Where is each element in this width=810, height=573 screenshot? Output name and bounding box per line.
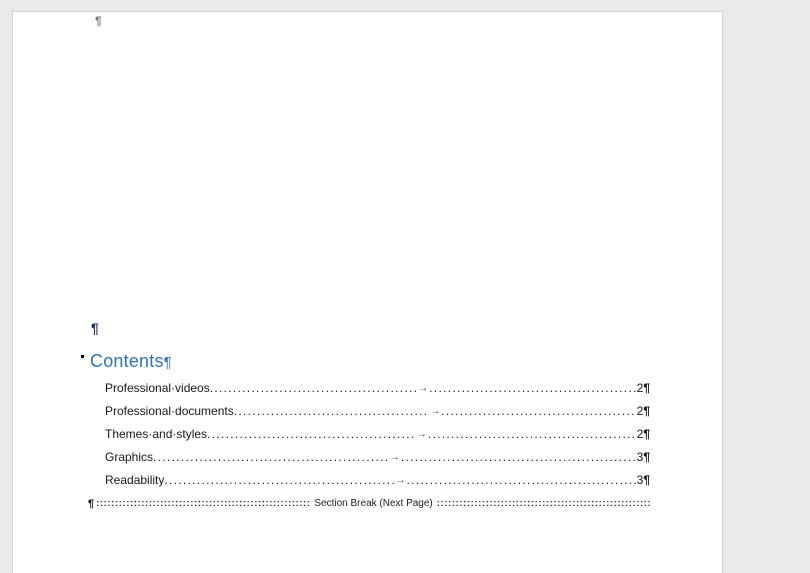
tab-arrow-icon: → bbox=[430, 406, 441, 417]
toc-entry-graphics[interactable] bbox=[105, 446, 650, 469]
toc-entry-themes-and-styles[interactable] bbox=[105, 423, 650, 446]
toc-page-number: 2 bbox=[636, 404, 644, 418]
paragraph-mark: ¶ bbox=[643, 450, 650, 464]
dot-leader bbox=[441, 400, 636, 423]
dot-leader bbox=[428, 423, 637, 446]
dot-leader bbox=[407, 469, 637, 492]
tab-arrow-icon: → bbox=[395, 475, 406, 486]
toc-entry-professional-videos[interactable] bbox=[105, 377, 650, 400]
paragraph-mark-top: ¶ bbox=[95, 14, 102, 28]
contents-heading-text: Contents bbox=[90, 351, 164, 371]
paragraph-mark: ¶ bbox=[643, 381, 650, 395]
dot-leader bbox=[207, 423, 416, 446]
section-break-label: Section Break (Next Page) bbox=[314, 498, 433, 509]
heading-anchor-marker bbox=[81, 355, 84, 358]
dot-leader bbox=[164, 469, 394, 492]
paragraph-mark: ¶ bbox=[643, 404, 651, 418]
paragraph-mark: ¶ bbox=[643, 427, 651, 441]
toc-entry-readability[interactable] bbox=[105, 469, 650, 492]
section-break-marker bbox=[88, 496, 651, 511]
dot-leader bbox=[234, 400, 429, 423]
toc-entry-label: Themes·and·styles bbox=[105, 427, 208, 441]
toc-entry-professional-documents[interactable] bbox=[105, 400, 650, 423]
toc-entry-label: Professional·videos bbox=[105, 381, 210, 395]
section-break-leader-right bbox=[437, 497, 651, 510]
table-of-contents bbox=[105, 377, 650, 492]
dot-leader bbox=[153, 446, 389, 469]
paragraph-mark: ¶ bbox=[643, 473, 650, 487]
document-page[interactable] bbox=[12, 11, 723, 573]
tab-arrow-icon: → bbox=[389, 452, 400, 463]
paragraph-mark-empty-line: ¶ bbox=[91, 320, 99, 336]
toc-page-number: 2 bbox=[636, 381, 644, 395]
toc-entry-label: Readability bbox=[105, 473, 165, 487]
contents-heading[interactable] bbox=[90, 351, 172, 372]
tab-arrow-icon: → bbox=[416, 429, 427, 440]
heading-paragraph-mark: ¶ bbox=[163, 354, 172, 371]
dot-leader bbox=[210, 377, 417, 400]
toc-entry-label: Professional·documents bbox=[105, 404, 234, 418]
toc-page-number: 2 bbox=[636, 427, 644, 441]
dot-leader bbox=[401, 446, 637, 469]
section-break-leader-left bbox=[96, 497, 310, 510]
toc-page-number: 3 bbox=[636, 450, 644, 464]
tab-arrow-icon: → bbox=[418, 383, 429, 394]
toc-page-number: 3 bbox=[636, 473, 644, 487]
toc-entry-label: Graphics bbox=[105, 450, 154, 464]
dot-leader bbox=[429, 377, 636, 400]
paragraph-mark: ¶ bbox=[88, 497, 95, 510]
